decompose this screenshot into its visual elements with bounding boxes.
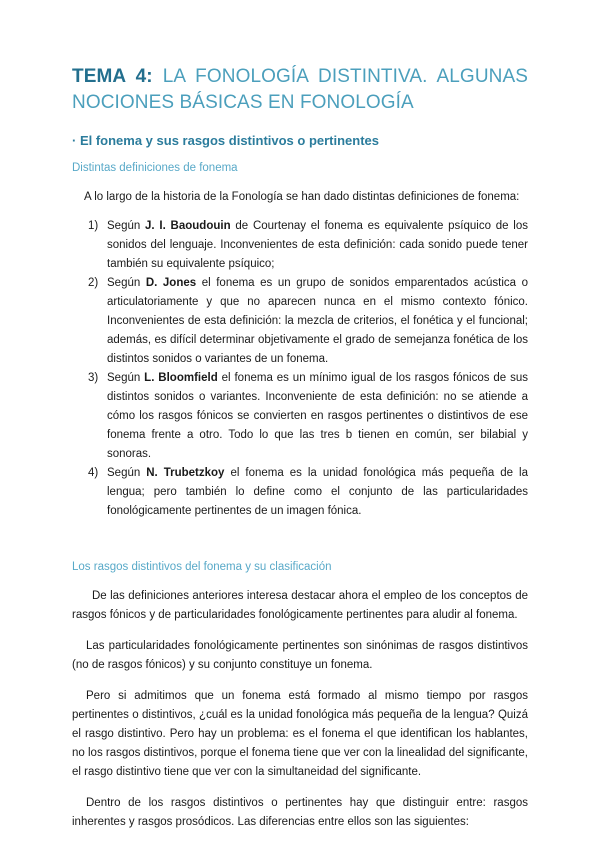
item-text: el fonema es la unidad fonológica más pequeña de la lengua; pero también lo define como el conjunto de las particularidades fonológicamente pertinentes de un imagen fónica. [107, 467, 528, 517]
item-text: el fonema es un grupo de sonidos emparentados acústica o articulatoriamente y que no aparecen nunca en el mismo contexto fónico. Inconvenientes de esta definición: la mezcla de criterios, el fonética y el funcional; además, es difícil determinar objetivamente el grado de semejanza fonética de los distintos sonidos o variantes de un fonema. [107, 277, 528, 365]
item-text: Según [107, 467, 147, 479]
list-number: 4) [88, 467, 99, 479]
subheading-classification: Los rasgos distintivos del fonema y su clasificación [72, 561, 332, 573]
title-topic-number: TEMA 4: [72, 66, 153, 87]
list-number: 3) [88, 372, 99, 384]
list-item [72, 464, 528, 521]
body-paragraph: De las definiciones anteriores interesa destacar ahora el empleo de los conceptos de rasgos fónicos y de particularidades fonológicamente pertinentes para aludir al fonema. [72, 590, 528, 621]
body-paragraph: Dentro de los rasgos distintivos o pertinentes hay que distinguir entre: rasgos inherentes y rasgos prosódicos. Las diferencias entre ellos son las siguientes: [72, 797, 528, 828]
definitions-list [72, 217, 528, 521]
author-name: N. Trubetzkoy [146, 467, 225, 479]
page-title [72, 64, 528, 116]
list-number: 1) [88, 220, 99, 232]
document-page [72, 64, 528, 832]
section-heading: · El fonema y sus rasgos distintivos o pertinentes [72, 133, 380, 148]
item-text: Según [107, 277, 146, 289]
title-text: LA FONOLOGÍA DISTINTIVA. ALGUNAS NOCIONES BÁSICAS EN FONOLOGÍA [72, 66, 529, 113]
intro-paragraph: A lo largo de la historia de la Fonología se han dado distintas definiciones de fonema: [84, 191, 520, 203]
item-text: Según [107, 372, 145, 384]
item-text: el fonema es un mínimo igual de los rasgos fónicos de sus distintos sonidos o variantes. Inconveniente de esta definición: no se atiende a cómo los rasgos fónicos se convierten en rasgos pertinentes o distintivos de ese fonema frente a otro. Todo lo que las tres b tienen en común, ser bilabial y sonoras. [107, 372, 528, 460]
author-name: D. Jones [145, 277, 197, 289]
item-text: Según [107, 220, 146, 232]
author-name: L. Bloomfield [144, 372, 218, 384]
list-item [72, 217, 528, 274]
body-paragraph: Las particularidades fonológicamente pertinentes son sinónimas de rasgos distintivos (no de rasgos fónicos) y su conjunto constituye un fonema. [72, 640, 528, 671]
body-paragraph: Pero si admitimos que un fonema está formado al mismo tiempo por rasgos pertinentes o distintivos, ¿cuál es la unidad fonológica más pequeña de la lengua? Quizá el rasgo distintivo. Pero hay un problema: es el fonema el que identifican los hablantes, no los rasgos distintivos, porque el fonema tiene que ver con la linealidad del significante, el rasgo distintivo tiene que ver con la simultaneidad del significante. [72, 690, 528, 778]
author-name: J. I. Baoudouin [145, 220, 231, 232]
list-number: 2) [88, 277, 99, 289]
item-text: de Courtenay el fonema es equivalente psíquico de los sonidos del lenguaje. Inconvenientes de esta definición: cada sonido puede tener también su equivalente psíquico; [107, 220, 528, 270]
subheading-definitions: Distintas definiciones de fonema [72, 162, 238, 174]
list-item [72, 369, 528, 464]
list-item [72, 274, 528, 369]
